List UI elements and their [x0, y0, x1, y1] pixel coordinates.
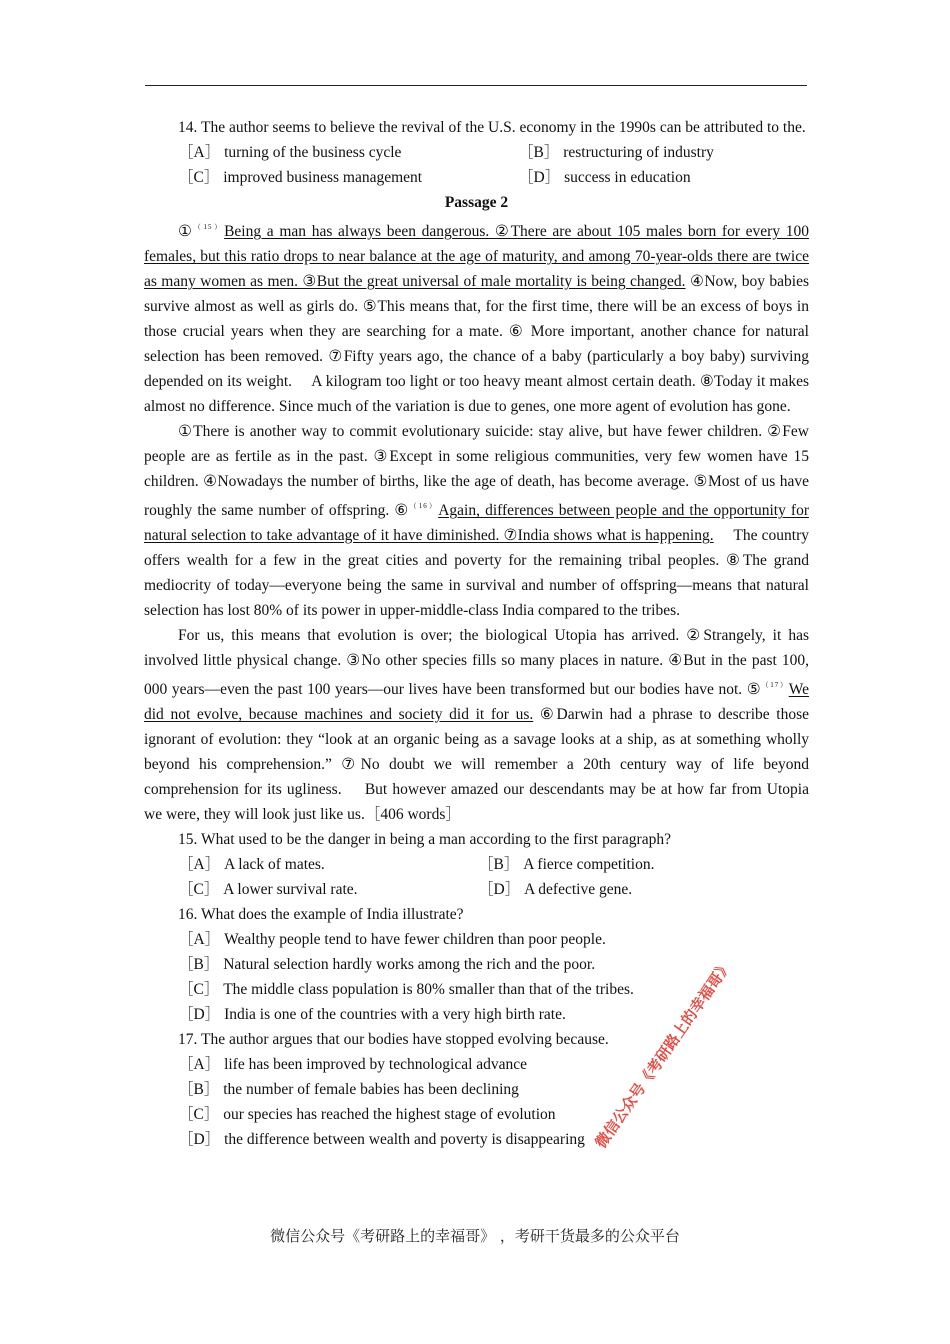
- q17-reference-mark: （17）: [761, 681, 789, 689]
- q15-option-c[interactable]: ［C］ A lower survival rate.: [178, 881, 358, 898]
- q14-options-row-2: [144, 165, 809, 190]
- watermark-stamp: 微信公众号《考研路上的幸福哥》: [591, 956, 736, 1152]
- q14-stem: 14. The author seems to believe the revival of the U.S. economy in the 1990s can be attributed to the.: [178, 119, 806, 136]
- q15-options-row-1: [144, 852, 809, 877]
- q17-stem: 17. The author argues that our bodies have stopped evolving because.: [178, 1031, 609, 1048]
- q17-option-d[interactable]: ［D］ the difference between wealth and poverty is disappearing: [178, 1131, 585, 1148]
- q16-option-c[interactable]: ［C］ The middle class population is 80% smaller than that of the tribes.: [178, 981, 634, 998]
- q15-option-b[interactable]: ［B］ A fierce competition.: [478, 856, 655, 873]
- passage-paragraph-3: [144, 623, 809, 827]
- p3-text-before: For us, this means that evolution is over; the biological Utopia has arrived. ②Strangely, it has involved little physical change. ③No other species fills so many places in nature. ④But in the past 100, 000 years—even the past 100 years—our lives have been transformed but our bodies have not. ⑤: [144, 627, 809, 698]
- q17-option-a[interactable]: ［A］ life has been improved by technological advance: [178, 1056, 528, 1073]
- q14-option-b[interactable]: ［B］ restructuring of industry: [518, 144, 714, 161]
- p3-underlined-text: We did not evolve, because machines and society did it for us.: [144, 681, 810, 723]
- p3-text: ⑥Darwin had a phrase to describe those ignorant of evolution: they “look at an organic being as a savage looks at a ship, as at something wholly beyond his comprehension.” ⑦No doubt we will remember a 20th century way of life beyond comprehension for its ugliness. But however amazed our descendants may be at how far from Utopia we were, they will look just like us.［406 words］: [144, 706, 809, 823]
- passage-paragraph-2: [144, 419, 809, 623]
- q16-option-a[interactable]: ［A］ Wealthy people tend to have fewer children than poor people.: [178, 931, 606, 948]
- q15-reference-mark: （15）: [193, 223, 225, 231]
- q14-option-d[interactable]: ［D］ success in education: [518, 169, 691, 186]
- q16-reference-mark: （16）: [409, 502, 439, 510]
- q14-option-c[interactable]: ［C］ improved business management: [178, 169, 423, 186]
- q17-option-b[interactable]: ［B］ the number of female babies has been declining: [178, 1081, 519, 1098]
- p2-text-before: ①There is another way to commit evolutionary suicide: stay alive, but have fewer children. ②Few people are as fertile as in the past. ③Except in some religious communities, very few women have 15 children. ④Nowadays the number of births, like the age of death, has become average. ⑤Most of us have roughly the same number of offspring. ⑥: [144, 423, 809, 519]
- q16-option-d[interactable]: ［D］ India is one of the countries with a very high birth rate.: [178, 1006, 566, 1023]
- q16-option-b[interactable]: ［B］ Natural selection hardly works among the rich and the poor.: [178, 956, 596, 973]
- p1-text: ④Now, boy babies survive almost as well as girls do. ⑤This means that, for the first time, there will be an excess of boys in those crucial years when they are searching for a mate. ⑥ More important, another chance for natural selection has been removed. ⑦Fifty years ago, the chance of a baby (particularly a boy baby) surviving depended on its weight. A kilogram too light or too heavy meant almost certain death. ⑧Today it makes almost no difference. Since much of the variation is due to genes, one more agent of evolution has gone.: [144, 273, 809, 415]
- q15-options-row-2: [144, 877, 809, 902]
- header-rule: [145, 85, 807, 86]
- p2-text: The country offers wealth for a few in the great cities and poverty for the remaining tribal peoples. ⑧The grand mediocrity of today—everyone being the same in survival and number of offspring—means that natural selection has lost 80% of its power in upper-middle-class India compared to the tribes.: [144, 527, 809, 619]
- q17-option-c[interactable]: ［C］ our species has reached the highest stage of evolution: [178, 1106, 556, 1123]
- q16-stem: 16. What does the example of India illustrate?: [178, 906, 464, 923]
- passage-paragraph-1: [144, 215, 809, 419]
- q15-option-d[interactable]: ［D］ A defective gene.: [478, 881, 633, 898]
- q15-option-a[interactable]: ［A］ A lack of mates.: [178, 856, 325, 873]
- page-footer: 微信公众号《考研路上的幸福哥》 ，考研干货最多的公众平台: [270, 1227, 680, 1245]
- passage-title: Passage 2: [444, 194, 509, 211]
- q15-stem: 15. What used to be the danger in being a man according to the first paragraph?: [178, 831, 671, 848]
- p1-marker: ①: [178, 223, 194, 240]
- p2-underlined-text: Again, differences between people and the opportunity for natural selection to take advantage of it have diminished. ⑦India shows what is happening.: [144, 502, 810, 544]
- p1-underlined-text: Being a man has always been dangerous. ②There are about 105 males born for every 100 females, but this ratio drops to near balance at the age of maturity, and among 70-year-olds there are twice as many women as men. ③But the great universal of male mortality is being changed.: [144, 223, 810, 290]
- q14-options-row-1: [144, 140, 809, 165]
- q14-option-a[interactable]: ［A］ turning of the business cycle: [178, 144, 402, 161]
